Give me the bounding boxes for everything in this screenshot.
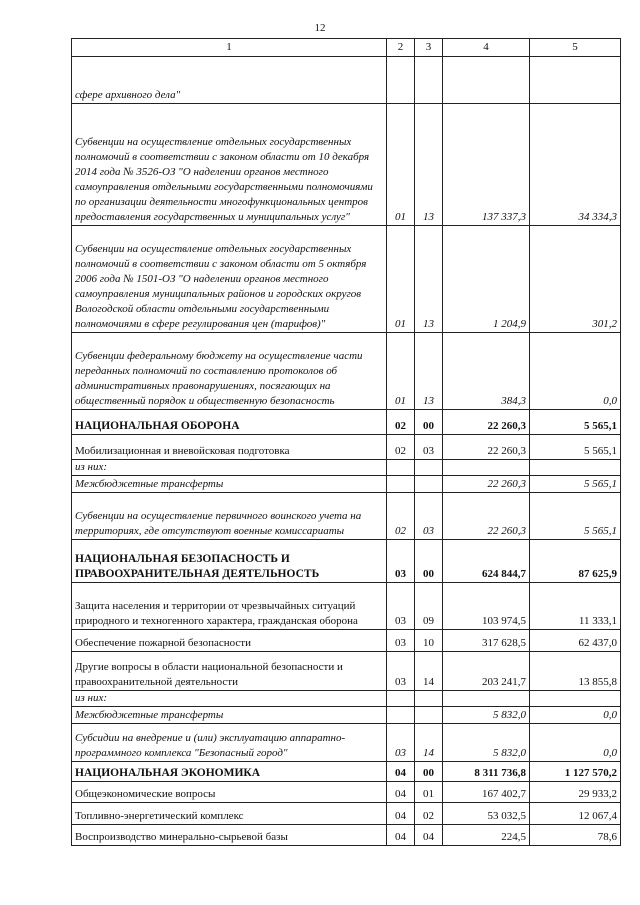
row-subsection-cell: 02 [415, 803, 443, 825]
row-name-cell: Субвенции на осуществление первичного воинского учета на территориях, где отсутствуют военные комиссариаты [72, 493, 387, 540]
row-actual-value-cell [530, 691, 621, 707]
row-name-cell: Субвенции на осуществление отдельных государственных полномочий в соответствии с законом области от 10 декабря 2014 года № 3526-ОЗ "О наделении органов местного самоуправления отдельными государственными полномочиями по организации деятельности многофункциональных центров предоставления государственных и муниципальных услуг" [72, 104, 387, 226]
column-header-name: 1 [72, 39, 387, 57]
table-row [72, 333, 621, 410]
row-name-cell: НАЦИОНАЛЬНАЯ БЕЗОПАСНОСТЬ И ПРАВООХРАНИТЕЛЬНАЯ ДЕЯТЕЛЬНОСТЬ [72, 540, 387, 583]
row-section-cell: 02 [387, 435, 415, 460]
row-plan-value-cell: 22 260,3 [443, 493, 530, 540]
table-row [72, 435, 621, 460]
row-subsection-cell: 14 [415, 724, 443, 762]
row-plan-value-cell: 22 260,3 [443, 476, 530, 493]
row-subsection-cell: 01 [415, 782, 443, 803]
row-section-cell: 03 [387, 652, 415, 691]
row-plan-value-cell: 624 844,7 [443, 540, 530, 583]
row-section-cell: 01 [387, 104, 415, 226]
row-name-cell: Межбюджетные трансферты [72, 707, 387, 724]
row-plan-value-cell: 53 032,5 [443, 803, 530, 825]
table-row [72, 630, 621, 652]
table-body [72, 39, 621, 846]
row-plan-value-cell [443, 460, 530, 476]
table-row [72, 460, 621, 476]
row-plan-value-cell: 317 628,5 [443, 630, 530, 652]
row-name-cell: НАЦИОНАЛЬНАЯ ЭКОНОМИКА [72, 762, 387, 782]
row-name-cell: из них: [72, 691, 387, 707]
row-actual-value-cell: 5 565,1 [530, 476, 621, 493]
header-row [72, 39, 621, 57]
table-row [72, 540, 621, 583]
row-plan-value-cell: 203 241,7 [443, 652, 530, 691]
row-name-cell: Топливно-энергетический комплекс [72, 803, 387, 825]
row-plan-value-cell: 5 832,0 [443, 724, 530, 762]
row-plan-value-cell: 8 311 736,8 [443, 762, 530, 782]
table-row [72, 707, 621, 724]
row-name-cell: Субвенции федеральному бюджету на осуществление части переданных полномочий по составлению протоколов об административных правонарушениях, посягающих на общественный порядок и общественную безопасность [72, 333, 387, 410]
row-name-cell: Субсидии на внедрение и (или) эксплуатацию аппаратно-программного комплекса "Безопасный город" [72, 724, 387, 762]
table-row [72, 104, 621, 226]
row-section-cell: 04 [387, 825, 415, 846]
row-actual-value-cell: 1 127 570,2 [530, 762, 621, 782]
table-row [72, 476, 621, 493]
row-actual-value-cell: 0,0 [530, 707, 621, 724]
table-row [72, 57, 621, 104]
row-section-cell: 02 [387, 493, 415, 540]
table-row [72, 652, 621, 691]
row-name-cell: Мобилизационная и вневойсковая подготовка [72, 435, 387, 460]
row-name-cell: Общеэкономические вопросы [72, 782, 387, 803]
column-header-section: 2 [387, 39, 415, 57]
row-subsection-cell [415, 460, 443, 476]
row-actual-value-cell: 0,0 [530, 724, 621, 762]
column-header-actual: 5 [530, 39, 621, 57]
row-section-cell [387, 460, 415, 476]
table-row [72, 226, 621, 333]
row-plan-value-cell: 22 260,3 [443, 410, 530, 435]
row-section-cell [387, 691, 415, 707]
row-actual-value-cell [530, 57, 621, 104]
page-number: 12 [314, 22, 326, 34]
row-subsection-cell: 00 [415, 540, 443, 583]
row-subsection-cell: 13 [415, 226, 443, 333]
row-subsection-cell: 14 [415, 652, 443, 691]
column-header-plan: 4 [443, 39, 530, 57]
row-plan-value-cell [443, 691, 530, 707]
row-section-cell: 03 [387, 540, 415, 583]
row-subsection-cell: 13 [415, 333, 443, 410]
table-row [72, 410, 621, 435]
row-name-cell: Обеспечение пожарной безопасности [72, 630, 387, 652]
row-actual-value-cell: 34 334,3 [530, 104, 621, 226]
row-actual-value-cell: 5 565,1 [530, 493, 621, 540]
row-actual-value-cell [530, 460, 621, 476]
row-subsection-cell: 13 [415, 104, 443, 226]
row-section-cell: 03 [387, 724, 415, 762]
row-subsection-cell [415, 707, 443, 724]
row-section-cell: 04 [387, 762, 415, 782]
row-subsection-cell: 00 [415, 410, 443, 435]
row-actual-value-cell: 0,0 [530, 333, 621, 410]
row-section-cell: 03 [387, 583, 415, 630]
row-actual-value-cell: 29 933,2 [530, 782, 621, 803]
row-name-cell: Другие вопросы в области национальной безопасности и правоохранительной деятельности [72, 652, 387, 691]
row-name-cell: сфере архивного дела" [72, 57, 387, 104]
row-name-cell: Субвенции на осуществление отдельных государственных полномочий в соответствии с законом области от 5 октября 2006 года № 1501-ОЗ "О наделении органов местного самоуправления муниципальных районов и городских округов Вологодской области отдельными государственными полномочиями в сфере регулирования цен (тарифов)" [72, 226, 387, 333]
row-actual-value-cell: 12 067,4 [530, 803, 621, 825]
row-plan-value-cell: 5 832,0 [443, 707, 530, 724]
table-row [72, 724, 621, 762]
row-actual-value-cell: 5 565,1 [530, 410, 621, 435]
row-actual-value-cell: 5 565,1 [530, 435, 621, 460]
row-subsection-cell: 09 [415, 583, 443, 630]
column-header-subsection: 3 [415, 39, 443, 57]
row-section-cell: 01 [387, 333, 415, 410]
row-plan-value-cell: 384,3 [443, 333, 530, 410]
table-row [72, 782, 621, 803]
table-row [72, 691, 621, 707]
row-actual-value-cell: 78,6 [530, 825, 621, 846]
row-subsection-cell: 04 [415, 825, 443, 846]
table-row [72, 803, 621, 825]
table-row [72, 583, 621, 630]
row-name-cell: НАЦИОНАЛЬНАЯ ОБОРОНА [72, 410, 387, 435]
row-plan-value-cell: 103 974,5 [443, 583, 530, 630]
row-subsection-cell: 03 [415, 493, 443, 540]
table-row [72, 762, 621, 782]
row-section-cell: 02 [387, 410, 415, 435]
row-section-cell: 03 [387, 630, 415, 652]
row-name-cell: Защита населения и территории от чрезвычайных ситуаций природного и техногенного характера, гражданская оборона [72, 583, 387, 630]
row-actual-value-cell: 11 333,1 [530, 583, 621, 630]
table-row [72, 825, 621, 846]
row-plan-value-cell: 22 260,3 [443, 435, 530, 460]
row-section-cell [387, 57, 415, 104]
row-section-cell: 01 [387, 226, 415, 333]
row-plan-value-cell: 167 402,7 [443, 782, 530, 803]
row-plan-value-cell: 1 204,9 [443, 226, 530, 333]
row-plan-value-cell [443, 57, 530, 104]
row-name-cell: из них: [72, 460, 387, 476]
budget-table [71, 38, 621, 846]
row-subsection-cell: 00 [415, 762, 443, 782]
table-row [72, 493, 621, 540]
row-plan-value-cell: 137 337,3 [443, 104, 530, 226]
row-subsection-cell [415, 57, 443, 104]
row-subsection-cell [415, 691, 443, 707]
row-subsection-cell: 10 [415, 630, 443, 652]
row-name-cell: Воспроизводство минерально-сырьевой базы [72, 825, 387, 846]
row-plan-value-cell: 224,5 [443, 825, 530, 846]
row-section-cell [387, 707, 415, 724]
row-actual-value-cell: 301,2 [530, 226, 621, 333]
row-actual-value-cell: 13 855,8 [530, 652, 621, 691]
row-section-cell: 04 [387, 803, 415, 825]
row-section-cell: 04 [387, 782, 415, 803]
row-actual-value-cell: 87 625,9 [530, 540, 621, 583]
row-name-cell: Межбюджетные трансферты [72, 476, 387, 493]
row-subsection-cell: 03 [415, 435, 443, 460]
row-actual-value-cell: 62 437,0 [530, 630, 621, 652]
row-subsection-cell [415, 476, 443, 493]
row-section-cell [387, 476, 415, 493]
